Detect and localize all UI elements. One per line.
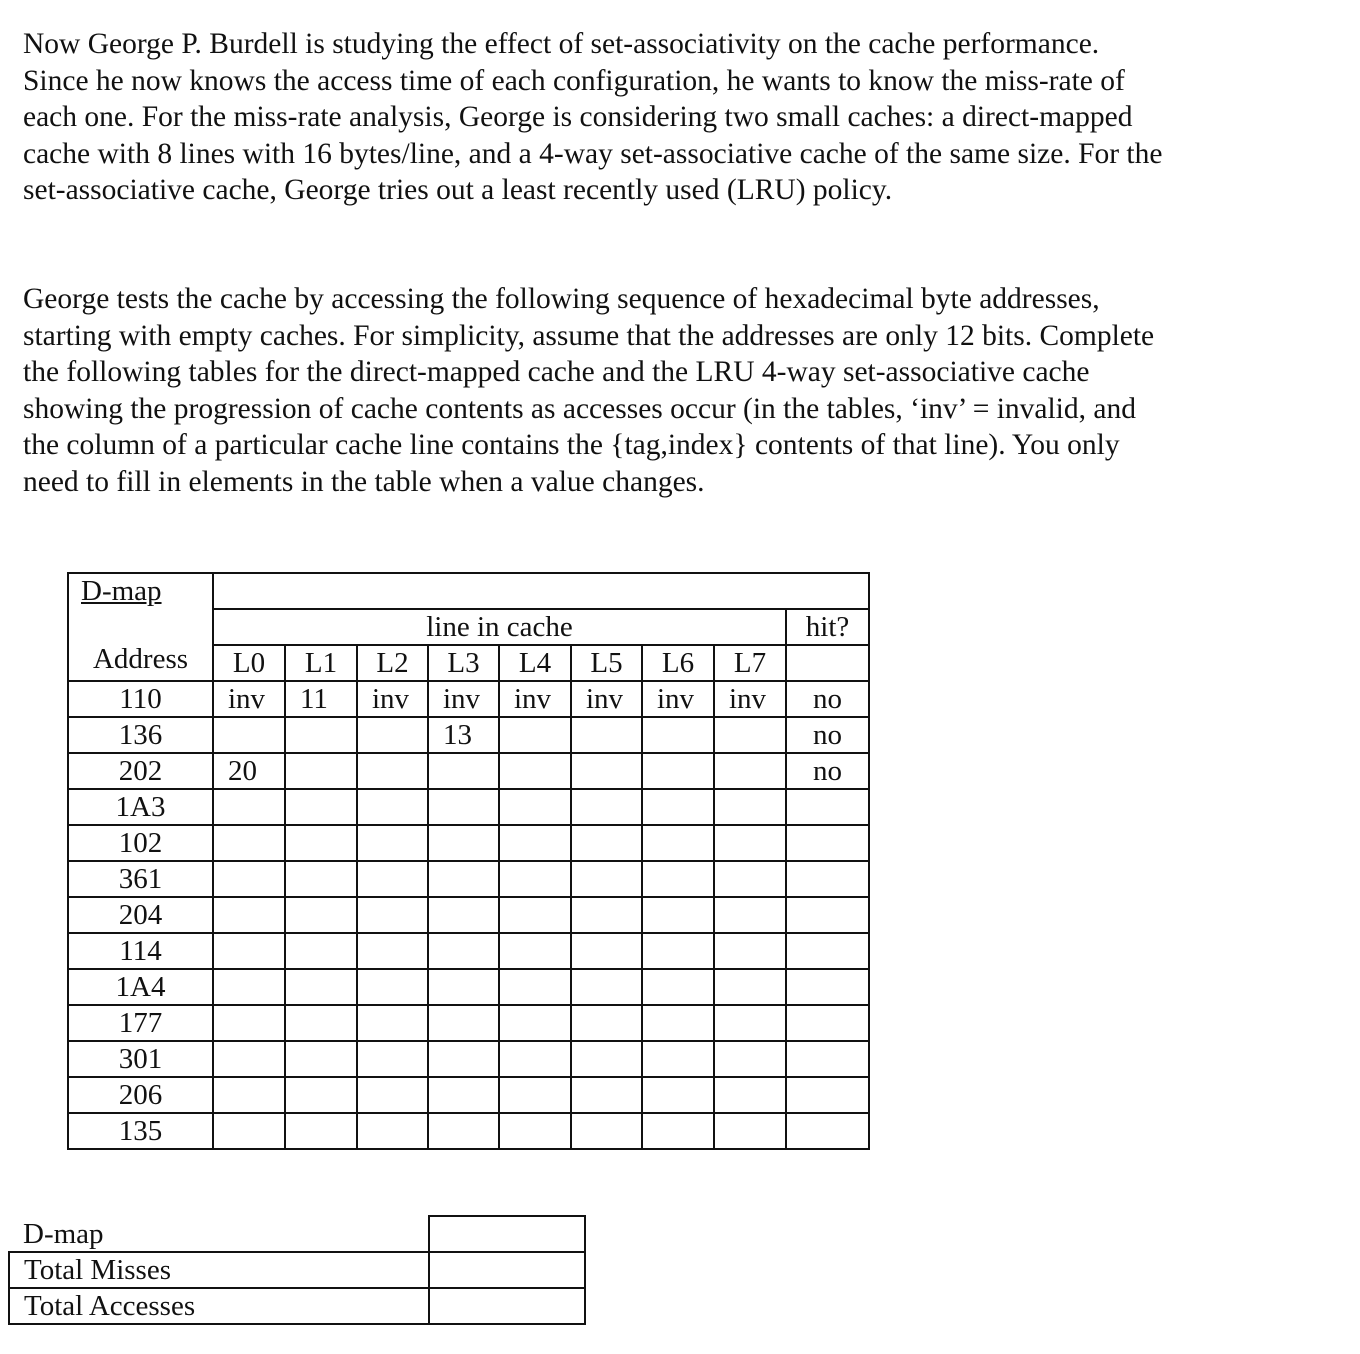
table-row bbox=[68, 753, 869, 789]
cache-line-cell-L1[interactable]: 11 bbox=[285, 681, 357, 717]
address-header-cell bbox=[68, 573, 213, 681]
hit-cell[interactable] bbox=[786, 1041, 869, 1077]
cache-line-cell-L3[interactable] bbox=[428, 1005, 499, 1041]
line-in-cache-header: line in cache bbox=[213, 609, 786, 645]
text-line: Now George P. Burdell is studying the effect of set-associativity on the cache performance. bbox=[23, 28, 1100, 60]
cache-line-cell-L3[interactable]: inv bbox=[428, 681, 499, 717]
line-label-L6: L6 bbox=[642, 645, 714, 681]
cache-line-cell-L0[interactable] bbox=[213, 897, 285, 933]
cache-line-cell-L6[interactable] bbox=[642, 1041, 714, 1077]
cache-line-cell-L3[interactable] bbox=[428, 1041, 499, 1077]
direct-mapped-cache-table bbox=[67, 572, 870, 1150]
cache-line-cell-L1[interactable] bbox=[285, 825, 357, 861]
text-line: set-associative cache, George tries out a least recently used (LRU) policy. bbox=[23, 174, 893, 206]
address-header: Address bbox=[92, 643, 189, 675]
hit-cell[interactable] bbox=[786, 969, 869, 1005]
cache-line-cell-L1[interactable] bbox=[285, 933, 357, 969]
table-row bbox=[68, 861, 869, 897]
summary-label: Total Accesses bbox=[9, 1288, 429, 1324]
cache-line-cell-L1[interactable] bbox=[285, 1113, 357, 1149]
hit-cell[interactable] bbox=[786, 1005, 869, 1041]
hit-header: hit? bbox=[786, 609, 869, 645]
cache-line-cell-L1[interactable] bbox=[285, 789, 357, 825]
cache-line-cell-L0[interactable] bbox=[213, 1113, 285, 1149]
cache-line-cell-L4[interactable] bbox=[499, 717, 571, 753]
cache-line-cell-L4[interactable] bbox=[499, 1077, 571, 1113]
cache-line-cell-L5[interactable] bbox=[571, 753, 642, 789]
cache-line-cell-L4[interactable] bbox=[499, 969, 571, 1005]
address-cell: 1A4 bbox=[68, 969, 213, 1005]
cache-line-cell-L0[interactable] bbox=[213, 1005, 285, 1041]
cache-line-cell-L7[interactable] bbox=[714, 1005, 786, 1041]
cache-line-cell-L0[interactable]: inv bbox=[213, 681, 285, 717]
cache-line-cell-L0[interactable] bbox=[213, 789, 285, 825]
text-line: each one. For the miss-rate analysis, George is considering two small caches: a direct-mapped bbox=[23, 101, 1133, 133]
cache-line-cell-L2[interactable] bbox=[357, 789, 428, 825]
cache-line-cell-L6[interactable] bbox=[642, 969, 714, 1005]
summary-row bbox=[9, 1252, 585, 1288]
text-line: the following tables for the direct-mapped cache and the LRU 4-way set-associative cache bbox=[23, 356, 1090, 388]
cache-line-cell-L0[interactable] bbox=[213, 825, 285, 861]
cache-line-cell-L5[interactable] bbox=[571, 825, 642, 861]
text-line: George tests the cache by accessing the following sequence of hexadecimal byte addresses, bbox=[23, 283, 1100, 315]
cache-line-cell-L3[interactable] bbox=[428, 1113, 499, 1149]
cache-line-cell-L7[interactable] bbox=[714, 1041, 786, 1077]
address-cell: 135 bbox=[68, 1113, 213, 1149]
cache-line-cell-L2[interactable] bbox=[357, 825, 428, 861]
cache-line-cell-L2[interactable] bbox=[357, 753, 428, 789]
text-line: need to fill in elements in the table when a value changes. bbox=[23, 465, 705, 498]
address-cell: 102 bbox=[68, 825, 213, 861]
cache-line-cell-L5[interactable] bbox=[571, 1041, 642, 1077]
line-label-L0: L0 bbox=[213, 645, 285, 681]
address-cell: 177 bbox=[68, 1005, 213, 1041]
text-line: the column of a particular cache line contains the {tag,index} contents of that line). You only bbox=[23, 429, 1120, 461]
cache-line-cell-L4[interactable] bbox=[499, 789, 571, 825]
cache-line-cell-L6[interactable] bbox=[642, 753, 714, 789]
table-row bbox=[68, 789, 869, 825]
table-row bbox=[68, 717, 869, 753]
line-label-L5: L5 bbox=[571, 645, 642, 681]
cache-line-cell-L5[interactable] bbox=[571, 1077, 642, 1113]
cache-line-cell-L7[interactable] bbox=[714, 897, 786, 933]
hit-label-blank bbox=[786, 645, 869, 681]
cache-line-cell-L2[interactable] bbox=[357, 1041, 428, 1077]
address-cell: 110 bbox=[68, 681, 213, 717]
address-cell: 206 bbox=[68, 1077, 213, 1113]
summary-label: Total Misses bbox=[9, 1252, 429, 1288]
table-row bbox=[68, 897, 869, 933]
cache-line-cell-L2[interactable] bbox=[357, 1077, 428, 1113]
intro-paragraph-2 bbox=[23, 281, 1154, 500]
hit-cell[interactable] bbox=[786, 789, 869, 825]
cache-line-cell-L5[interactable] bbox=[571, 933, 642, 969]
cache-line-cell-L7[interactable] bbox=[714, 1077, 786, 1113]
cache-line-cell-L4[interactable] bbox=[499, 1041, 571, 1077]
line-label-L4: L4 bbox=[499, 645, 571, 681]
cache-line-cell-L2[interactable] bbox=[357, 897, 428, 933]
total-accesses-input[interactable] bbox=[429, 1288, 585, 1324]
table-row bbox=[68, 825, 869, 861]
cache-line-cell-L7[interactable] bbox=[714, 789, 786, 825]
cache-line-cell-L7[interactable] bbox=[714, 717, 786, 753]
cache-line-cell-L7[interactable] bbox=[714, 1113, 786, 1149]
blank-header-cell bbox=[213, 573, 869, 609]
cache-line-cell-L6[interactable] bbox=[642, 897, 714, 933]
cache-line-cell-L3[interactable] bbox=[428, 861, 499, 897]
cache-line-cell-L1[interactable] bbox=[285, 717, 357, 753]
cache-line-cell-L4[interactable] bbox=[499, 933, 571, 969]
table-title: D-map bbox=[81, 575, 162, 607]
cache-line-cell-L2[interactable] bbox=[357, 933, 428, 969]
cache-line-cell-L4[interactable] bbox=[499, 897, 571, 933]
table-row bbox=[68, 1077, 869, 1113]
cache-line-cell-L6[interactable] bbox=[642, 1113, 714, 1149]
line-label-L7: L7 bbox=[714, 645, 786, 681]
cache-line-cell-L7[interactable] bbox=[714, 969, 786, 1005]
cache-line-cell-L0[interactable]: 20 bbox=[213, 753, 285, 789]
cache-line-cell-L5[interactable] bbox=[571, 1005, 642, 1041]
cache-line-cell-L6[interactable] bbox=[642, 1005, 714, 1041]
cache-line-cell-L7[interactable] bbox=[714, 753, 786, 789]
cache-line-cell-L7[interactable]: inv bbox=[714, 681, 786, 717]
address-cell: 361 bbox=[68, 861, 213, 897]
cache-line-cell-L5[interactable] bbox=[571, 969, 642, 1005]
cache-line-cell-L0[interactable] bbox=[213, 969, 285, 1005]
line-label-L3: L3 bbox=[428, 645, 499, 681]
cache-line-cell-L4[interactable] bbox=[499, 825, 571, 861]
hit-cell[interactable]: no bbox=[786, 717, 869, 753]
address-cell: 1A3 bbox=[68, 789, 213, 825]
hit-cell[interactable] bbox=[786, 1077, 869, 1113]
cache-line-cell-L5[interactable] bbox=[571, 789, 642, 825]
address-cell: 136 bbox=[68, 717, 213, 753]
summary-table bbox=[8, 1215, 586, 1325]
cache-line-cell-L5[interactable] bbox=[571, 1113, 642, 1149]
cache-line-cell-L6[interactable] bbox=[642, 861, 714, 897]
hit-cell[interactable] bbox=[786, 1113, 869, 1149]
cache-line-cell-L2[interactable] bbox=[357, 1113, 428, 1149]
line-label-L1: L1 bbox=[285, 645, 357, 681]
cache-line-cell-L2[interactable] bbox=[357, 861, 428, 897]
text-line: showing the progression of cache contents as accesses occur (in the tables, ‘inv’ = invalid, and bbox=[23, 392, 1136, 425]
cache-line-cell-L6[interactable] bbox=[642, 825, 714, 861]
summary-row bbox=[9, 1288, 585, 1324]
intro-paragraph-1 bbox=[23, 26, 1162, 209]
cache-line-cell-L1[interactable] bbox=[285, 897, 357, 933]
cache-line-cell-L3[interactable] bbox=[428, 897, 499, 933]
line-label-L2: L2 bbox=[357, 645, 428, 681]
summary-title: D-map bbox=[9, 1216, 429, 1252]
cache-line-cell-L5[interactable] bbox=[571, 861, 642, 897]
cache-line-cell-L3[interactable] bbox=[428, 933, 499, 969]
cache-line-cell-L3[interactable] bbox=[428, 825, 499, 861]
cache-line-cell-L5[interactable] bbox=[571, 717, 642, 753]
table-row bbox=[68, 969, 869, 1005]
cache-line-cell-L3[interactable]: 13 bbox=[428, 717, 499, 753]
cache-line-cell-L7[interactable] bbox=[714, 825, 786, 861]
cache-line-cell-L7[interactable] bbox=[714, 861, 786, 897]
address-cell: 204 bbox=[68, 897, 213, 933]
hit-cell[interactable] bbox=[786, 825, 869, 861]
cache-line-cell-L0[interactable] bbox=[213, 933, 285, 969]
table-row bbox=[68, 1041, 869, 1077]
cache-line-cell-L4[interactable] bbox=[499, 1005, 571, 1041]
cache-line-cell-L1[interactable] bbox=[285, 1041, 357, 1077]
cache-line-cell-L0[interactable] bbox=[213, 1077, 285, 1113]
cache-line-cell-L6[interactable] bbox=[642, 717, 714, 753]
table-row bbox=[68, 1005, 869, 1041]
table-row bbox=[68, 681, 869, 717]
text-line: cache with 8 lines with 16 bytes/line, and a 4-way set-associative cache of the same size. For the bbox=[23, 137, 1163, 170]
cache-line-cell-L5[interactable] bbox=[571, 897, 642, 933]
cache-line-cell-L2[interactable] bbox=[357, 1005, 428, 1041]
address-cell: 114 bbox=[68, 933, 213, 969]
summary-title-value[interactable] bbox=[429, 1216, 585, 1252]
cache-line-cell-L2[interactable] bbox=[357, 717, 428, 753]
cache-line-cell-L4[interactable] bbox=[499, 753, 571, 789]
hit-cell[interactable]: no bbox=[786, 681, 869, 717]
hit-cell[interactable]: no bbox=[786, 753, 869, 789]
cache-line-cell-L0[interactable] bbox=[213, 717, 285, 753]
cache-line-cell-L0[interactable] bbox=[213, 861, 285, 897]
cache-line-cell-L4[interactable] bbox=[499, 861, 571, 897]
cache-line-cell-L1[interactable] bbox=[285, 969, 357, 1005]
cache-line-cell-L6[interactable]: inv bbox=[642, 681, 714, 717]
address-cell: 202 bbox=[68, 753, 213, 789]
cache-line-cell-L2[interactable]: inv bbox=[357, 681, 428, 717]
cache-line-cell-L6[interactable] bbox=[642, 1077, 714, 1113]
total-misses-input[interactable] bbox=[429, 1252, 585, 1288]
cache-line-cell-L3[interactable] bbox=[428, 789, 499, 825]
cache-line-cell-L2[interactable] bbox=[357, 969, 428, 1005]
table-row bbox=[68, 933, 869, 969]
cache-line-cell-L1[interactable] bbox=[285, 1005, 357, 1041]
cache-line-cell-L1[interactable] bbox=[285, 861, 357, 897]
cache-line-cell-L1[interactable] bbox=[285, 1077, 357, 1113]
cache-line-cell-L1[interactable] bbox=[285, 753, 357, 789]
cache-line-cell-L3[interactable] bbox=[428, 753, 499, 789]
cache-line-cell-L6[interactable] bbox=[642, 933, 714, 969]
cache-line-cell-L4[interactable]: inv bbox=[499, 681, 571, 717]
text-line: starting with empty caches. For simplicity, assume that the addresses are only 12 bits. Complete bbox=[23, 319, 1155, 352]
cache-line-cell-L7[interactable] bbox=[714, 933, 786, 969]
hit-cell[interactable] bbox=[786, 933, 869, 969]
hit-cell[interactable] bbox=[786, 861, 869, 897]
cache-line-cell-L5[interactable]: inv bbox=[571, 681, 642, 717]
text-line: Since he now knows the access time of each configuration, he wants to know the miss-rate of bbox=[23, 64, 1125, 97]
cache-line-cell-L6[interactable] bbox=[642, 789, 714, 825]
address-cell: 301 bbox=[68, 1041, 213, 1077]
table-row bbox=[68, 1113, 869, 1149]
hit-cell[interactable] bbox=[786, 897, 869, 933]
cache-line-cell-L4[interactable] bbox=[499, 1113, 571, 1149]
cache-line-cell-L0[interactable] bbox=[213, 1041, 285, 1077]
cache-line-cell-L3[interactable] bbox=[428, 1077, 499, 1113]
cache-line-cell-L3[interactable] bbox=[428, 969, 499, 1005]
